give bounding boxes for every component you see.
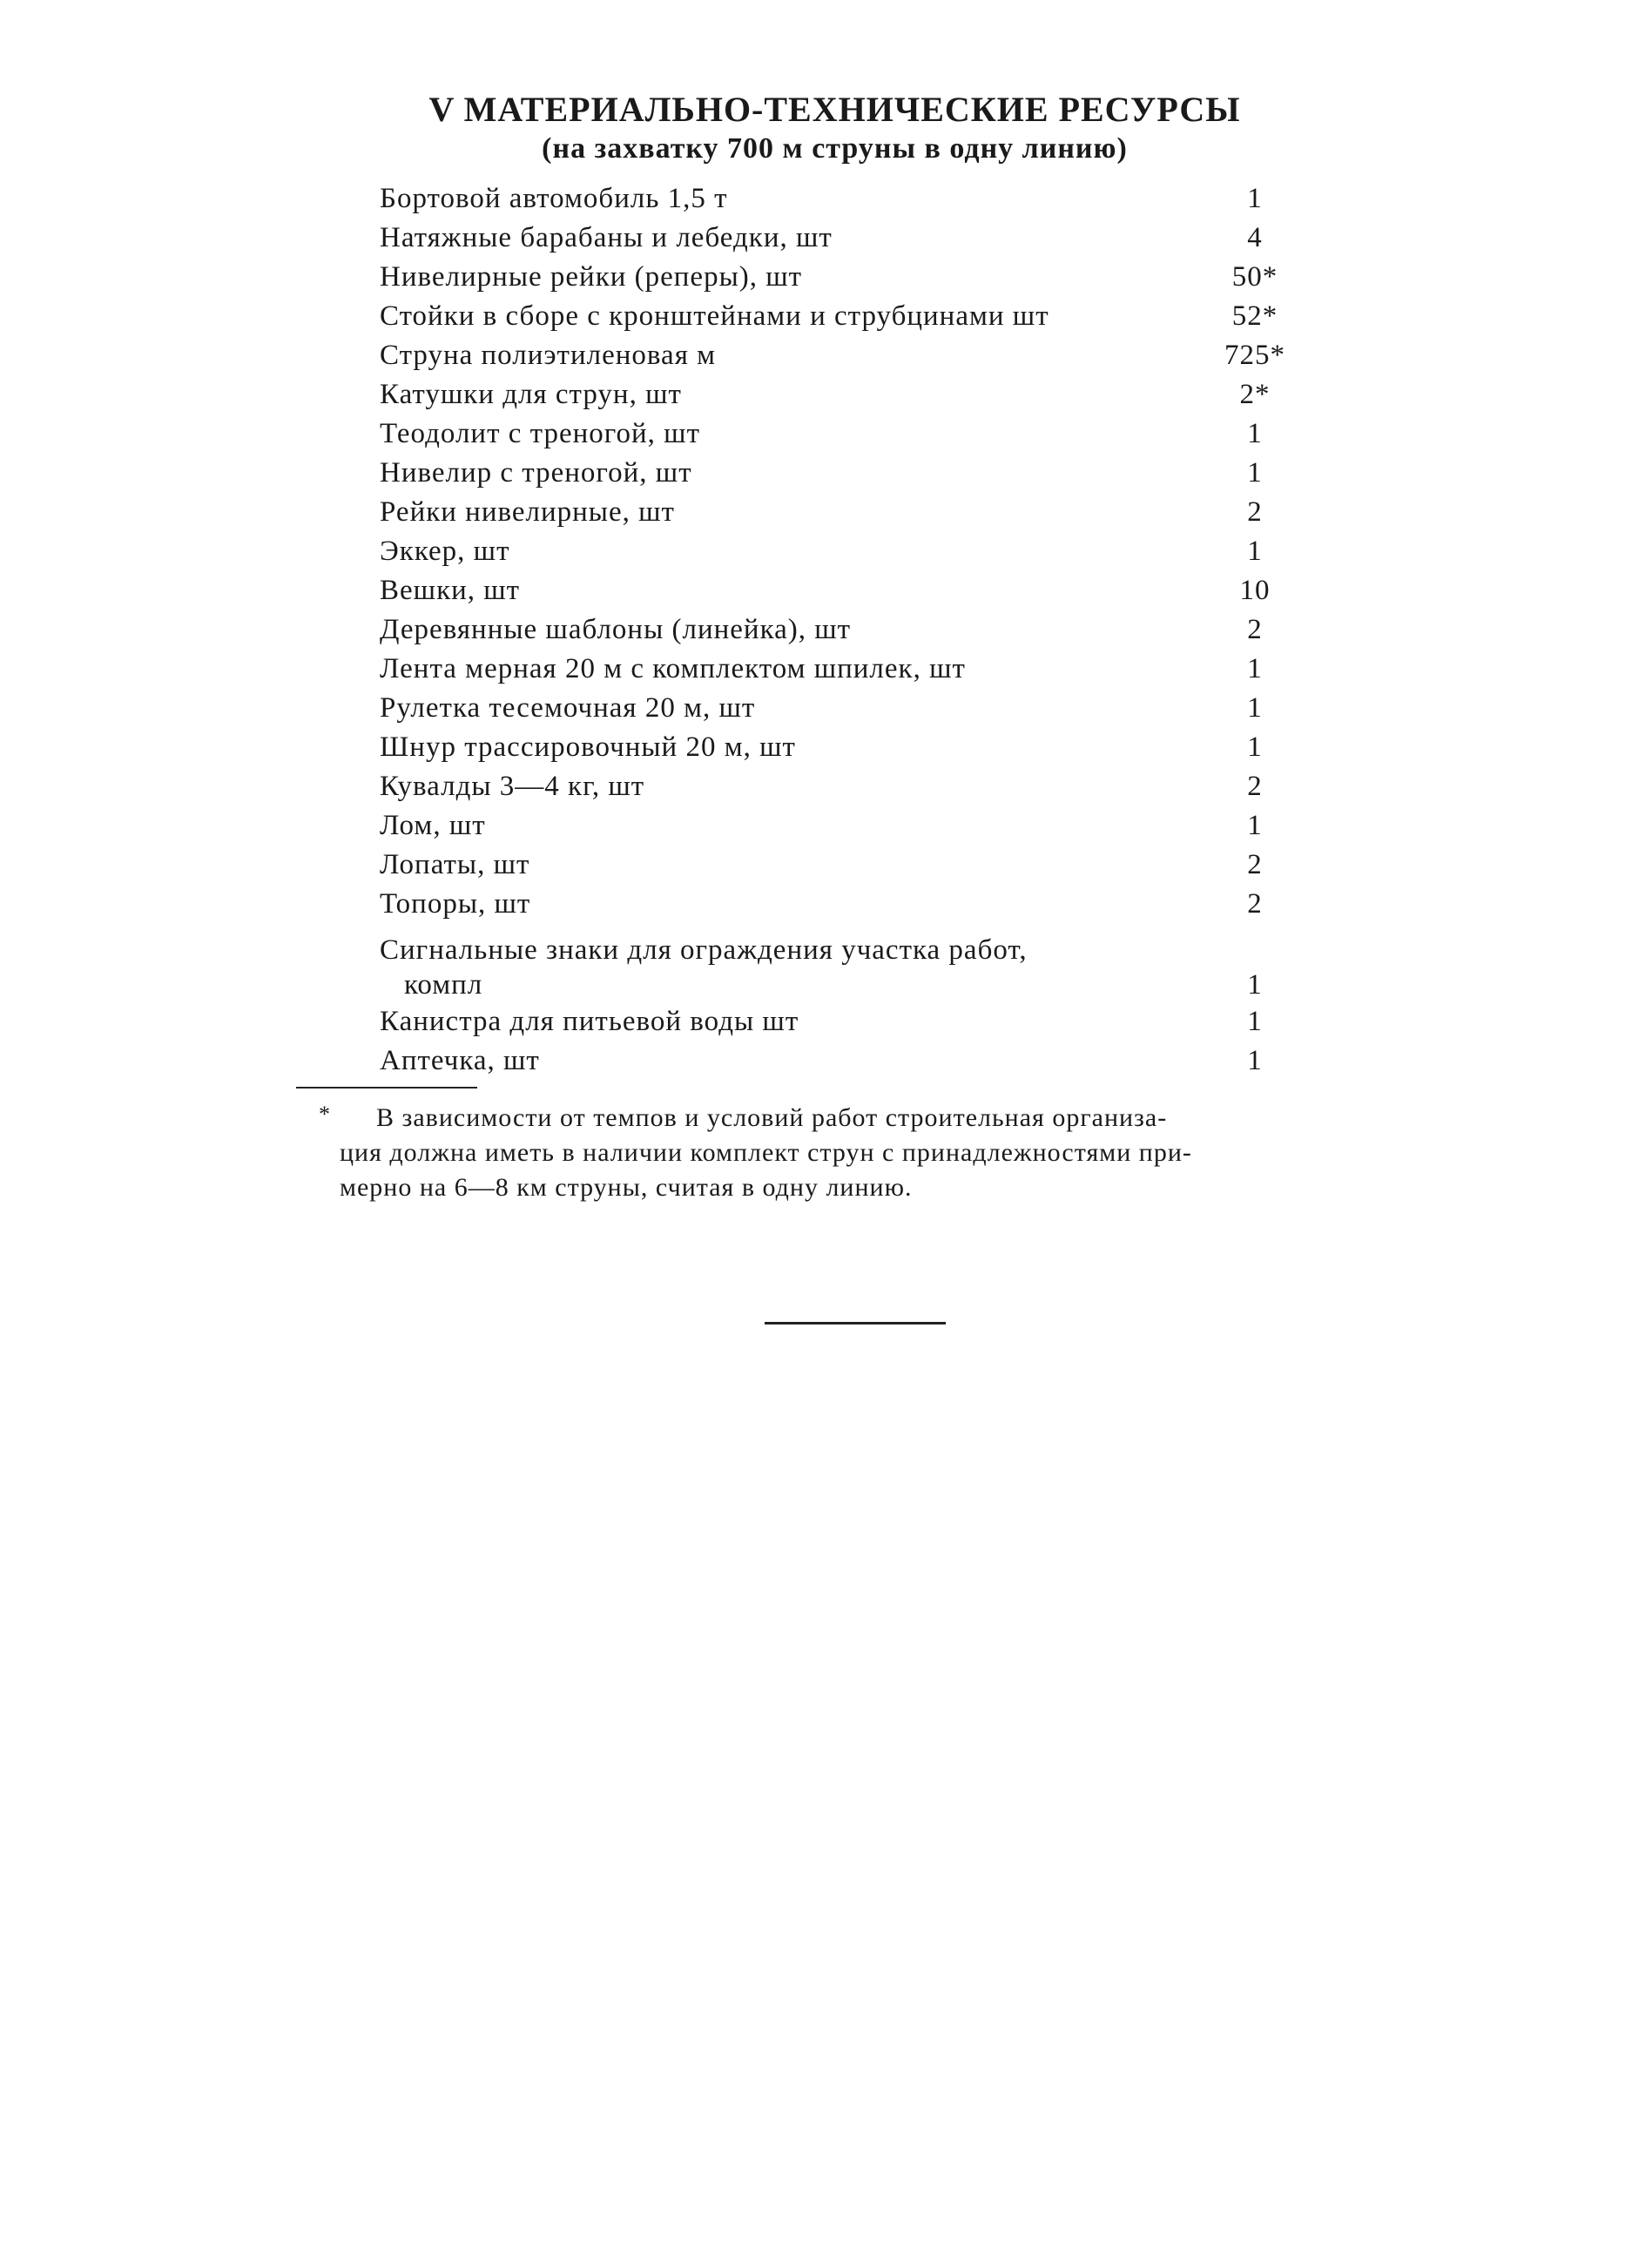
resources-list: [380, 179, 1303, 1081]
resource-row: [380, 179, 1303, 219]
resource-quantity: 1: [1247, 731, 1263, 763]
resource-row: [380, 219, 1303, 258]
resource-quantity: 10: [1239, 575, 1271, 606]
resource-quantity: 1: [1247, 692, 1263, 724]
resource-row: [380, 532, 1303, 571]
footnote-marker: *: [319, 1102, 331, 1127]
resource-quantity: 2*: [1239, 379, 1271, 410]
resource-name-line: Сигнальные знаки для ограждения участка работ,: [380, 934, 1028, 966]
resource-quantity: 4: [1247, 222, 1263, 253]
footnote: [319, 1101, 1419, 1205]
resource-row: [380, 728, 1303, 767]
resource-name: [380, 933, 1207, 1002]
resource-quantity: 1: [1247, 810, 1263, 841]
resource-name: Аптечка, шт: [380, 1045, 540, 1076]
resource-quantity: 1: [1247, 1045, 1263, 1076]
resource-quantity: 1: [1247, 536, 1263, 567]
resource-name: Струна полиэтиленовая м: [380, 340, 716, 371]
resource-name: Канистра для питьевой воды шт: [380, 1006, 799, 1037]
resource-row: [380, 297, 1303, 336]
resource-quantity: 1: [1247, 653, 1263, 684]
resource-name: Натяжные барабаны и лебедки, шт: [380, 222, 833, 253]
footnote-line: мерно на 6—8 км струны, считая в одну линию.: [340, 1173, 913, 1202]
end-divider: [765, 1322, 946, 1324]
resource-row: [380, 375, 1303, 415]
resource-quantity: 2: [1247, 849, 1263, 880]
resource-quantity: 1: [1247, 1006, 1263, 1037]
footnote-divider: [296, 1087, 477, 1089]
section-title: V МАТЕРИАЛЬНО-ТЕХНИЧЕСКИЕ РЕСУРСЫ: [428, 90, 1241, 129]
resource-name: Бортовой автомобиль 1,5 т: [380, 183, 728, 214]
resource-name: Топоры, шт: [380, 888, 531, 920]
resource-name: Катушки для струн, шт: [380, 379, 682, 410]
resource-row: [380, 610, 1303, 650]
resource-row: [380, 650, 1303, 689]
resource-name: Вешки, шт: [380, 575, 521, 606]
resource-quantity: 1: [1247, 183, 1263, 214]
resource-row: [380, 258, 1303, 297]
footnote-line: В зависимости от темпов и условий работ строительная организа-: [376, 1103, 1168, 1132]
resource-quantity: 2: [1247, 614, 1263, 645]
resource-row: [380, 1041, 1303, 1081]
resource-row: [380, 493, 1303, 532]
resource-quantity: 2: [1247, 771, 1263, 802]
resource-row: [380, 846, 1303, 885]
resource-quantity: 50*: [1231, 261, 1278, 293]
resource-name: Рулетка тесемочная 20 м, шт: [380, 692, 756, 724]
resource-name: Лопаты, шт: [380, 849, 530, 880]
resource-name: Теодолит с треногой, шт: [380, 418, 700, 449]
resource-row: [380, 767, 1303, 806]
resource-quantity: 52*: [1231, 300, 1278, 332]
resource-name: Лента мерная 20 м с комплектом шпилек, шт: [380, 653, 966, 684]
resource-name: Стойки в сборе с кронштейнами и струбцинами шт: [380, 300, 1049, 332]
resource-name: Нивелирные рейки (реперы), шт: [380, 261, 803, 293]
footnote-line: ция должна иметь в наличии комплект струн с принадлежностями при-: [340, 1138, 1192, 1167]
section-subtitle: (на захватку 700 м струны в одну линию): [542, 132, 1128, 165]
resource-row: [380, 571, 1303, 610]
resource-row: [380, 336, 1303, 375]
resource-quantity: 2: [1247, 496, 1263, 528]
resource-name: Кувалды 3—4 кг, шт: [380, 771, 645, 802]
resource-row: [380, 415, 1303, 454]
resource-quantity: 1: [1247, 418, 1263, 449]
resource-quantity: 725*: [1224, 340, 1285, 371]
resource-row: [380, 806, 1303, 846]
resource-name: Рейки нивелирные, шт: [380, 496, 675, 528]
resource-quantity: 1: [1247, 969, 1263, 1001]
resource-row: [380, 885, 1303, 924]
resource-row: [380, 924, 1303, 1002]
resource-name: Лом, шт: [380, 810, 486, 841]
resource-quantity: 2: [1247, 888, 1263, 920]
resource-name: Деревянные шаблоны (линейка), шт: [380, 614, 852, 645]
resource-name: Нивелир с треногой, шт: [380, 457, 692, 489]
resource-name-line: компл: [404, 969, 483, 1001]
resource-row: [380, 1002, 1303, 1041]
resource-row: [380, 689, 1303, 728]
resource-name: Эккер, шт: [380, 536, 510, 567]
resource-quantity: 1: [1247, 457, 1263, 489]
resource-name: Шнур трассировочный 20 м, шт: [380, 731, 796, 763]
resource-row: [380, 454, 1303, 493]
